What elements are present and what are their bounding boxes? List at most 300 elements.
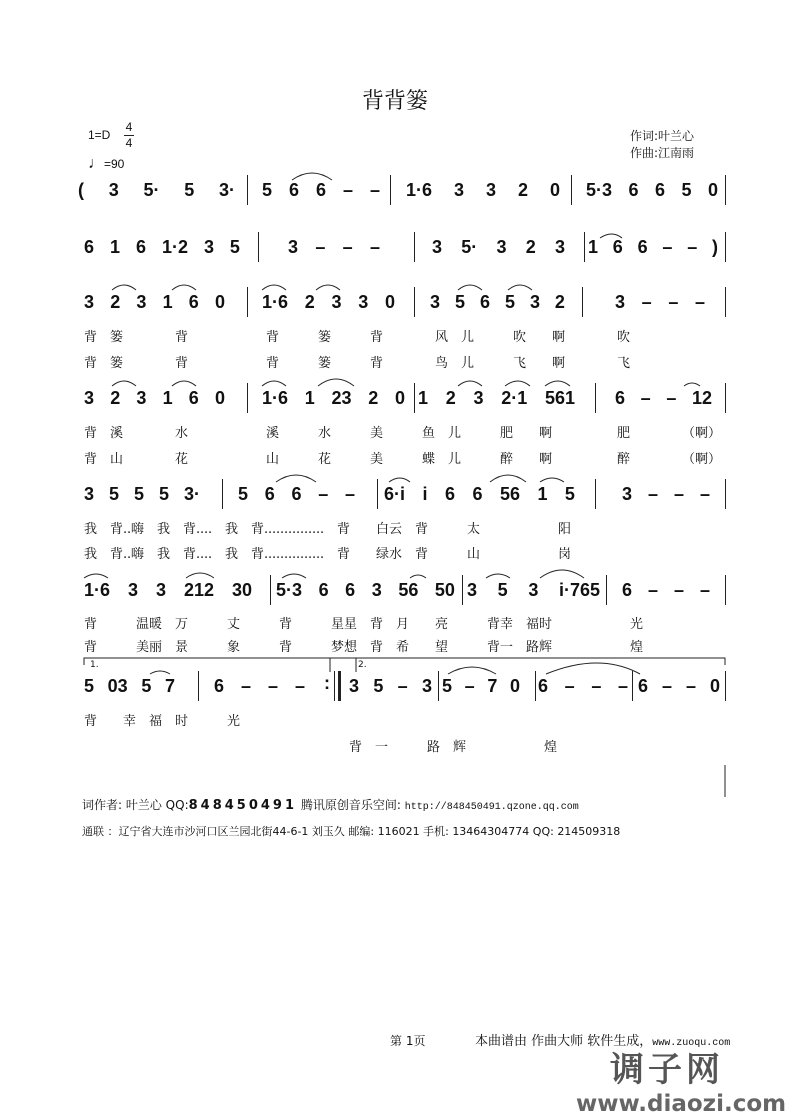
lyric-char: 肥 xyxy=(500,426,514,441)
lyric-char: 路 xyxy=(526,640,540,655)
note: 6 xyxy=(214,675,225,696)
lyric-char: ） xyxy=(708,426,722,441)
slur xyxy=(318,379,354,386)
lyric-char: （ xyxy=(682,426,696,441)
lyric-char: 背 xyxy=(110,522,124,537)
note: 3 xyxy=(155,579,166,600)
footer-space-url[interactable]: http://848450491.qzone.qq.com xyxy=(404,802,579,813)
note: 1 xyxy=(418,387,429,408)
lyric-char: 丽 xyxy=(149,640,163,655)
slur xyxy=(172,285,196,290)
lyric-char: 时 xyxy=(175,714,189,729)
lyric-char: . xyxy=(304,547,309,562)
lyric-char: 背 xyxy=(370,330,384,345)
lyric-char: . xyxy=(304,522,309,537)
note: 0 xyxy=(709,675,720,696)
note: – xyxy=(662,236,673,257)
lyric-char: 吹 xyxy=(513,330,527,345)
note: 3 xyxy=(421,675,432,696)
lyric-char: 我 xyxy=(84,547,98,562)
lyric-char: 啊 xyxy=(552,330,566,345)
note: – xyxy=(591,675,602,696)
note: – xyxy=(673,579,684,600)
lyric-char: 背 xyxy=(84,640,98,655)
lyric-char: 幸 xyxy=(500,617,514,632)
note: 2 xyxy=(525,236,536,257)
note: – xyxy=(685,675,696,696)
lyric-char: 背 xyxy=(84,617,98,632)
lyric-char: 暖 xyxy=(149,617,163,632)
lyric-char: 梦 xyxy=(331,640,345,655)
lyric-char: 背 xyxy=(279,617,293,632)
note: 0 xyxy=(394,387,405,408)
lyric-char: . xyxy=(272,547,277,562)
note: ( xyxy=(78,179,84,200)
lyric-char: . xyxy=(123,522,128,537)
lyric-char: 背 xyxy=(84,452,98,467)
note: 212 xyxy=(183,579,214,600)
lyric-char: 背 xyxy=(415,547,429,562)
lyric-char: 啊 xyxy=(552,356,566,371)
lyric-char: 一 xyxy=(375,740,389,755)
lyric-char: 岗 xyxy=(558,547,572,562)
lyric-char: 云 xyxy=(389,522,403,537)
note: – xyxy=(342,179,353,200)
note: 2 xyxy=(110,387,121,408)
lyric-char: 篓 xyxy=(318,356,332,371)
note: 1·2 xyxy=(161,236,188,257)
note: 3 xyxy=(430,291,441,312)
lyric-char: 福 xyxy=(526,617,540,632)
lyric-char: 星 xyxy=(344,617,358,632)
lyric-char: （ xyxy=(682,452,696,467)
note: 56 xyxy=(398,579,419,600)
note: 0 xyxy=(549,179,560,200)
slur xyxy=(262,285,286,290)
lyric-char: . xyxy=(272,522,277,537)
note: 5 xyxy=(158,483,169,504)
note: 1·6 xyxy=(262,291,289,312)
lyric-char: 山 xyxy=(266,452,280,467)
lyric-char: . xyxy=(127,547,132,562)
lyric-char: 啊 xyxy=(539,452,553,467)
note: 0 xyxy=(509,675,520,696)
lyric-char: . xyxy=(208,547,213,562)
note: 5 xyxy=(504,291,515,312)
lyric-char: . xyxy=(300,522,305,537)
note: 1 xyxy=(162,291,173,312)
watermark-url: www.diaozi.com xyxy=(576,1091,787,1117)
lyric-char: 风 xyxy=(435,330,449,345)
lyric-char: 醉 xyxy=(617,452,631,467)
note: 3 xyxy=(84,387,95,408)
note: – xyxy=(464,675,475,696)
note: 7 xyxy=(164,675,175,696)
lyric-char: 万 xyxy=(175,617,189,632)
lyric-char: . xyxy=(200,522,205,537)
note: 03 xyxy=(107,675,128,696)
lyric-char: . xyxy=(308,547,313,562)
key-signature: 1=D xyxy=(88,128,111,142)
note: 5 xyxy=(681,179,692,200)
lyric-char: . xyxy=(288,547,293,562)
lyric-char: 望 xyxy=(435,640,449,655)
lyric-char: 背 xyxy=(266,330,280,345)
note: 3· xyxy=(183,483,200,504)
lyric-char: . xyxy=(204,547,209,562)
lyric-char: . xyxy=(296,547,301,562)
note: 7 xyxy=(487,675,498,696)
lyric-char: 福 xyxy=(149,714,163,729)
lyric-char: . xyxy=(296,522,301,537)
lyric-char: 想 xyxy=(344,640,358,655)
note: – xyxy=(342,236,353,257)
note: – xyxy=(344,483,355,504)
note: 0 xyxy=(214,291,225,312)
slur xyxy=(540,478,564,482)
lyric-char: 花 xyxy=(318,452,332,467)
tempo-value: =90 xyxy=(104,157,125,171)
quarter-note-icon: ♩ xyxy=(88,155,104,172)
note: 6 xyxy=(637,236,648,257)
slur xyxy=(282,574,306,578)
note: 23 xyxy=(331,387,352,408)
lyric-char: 希 xyxy=(396,640,410,655)
note: 5 xyxy=(184,179,195,200)
note: – xyxy=(687,236,698,257)
slur xyxy=(490,475,526,482)
lyric-char: . xyxy=(123,547,128,562)
note: 3 xyxy=(554,236,565,257)
note: 6 xyxy=(538,675,549,696)
lyric-char: 背 xyxy=(415,522,429,537)
lyric-char: . xyxy=(264,547,269,562)
lyric-char: 背 xyxy=(183,547,197,562)
lyric-char: 星 xyxy=(331,617,345,632)
note: – xyxy=(699,579,710,600)
song-title: 背背篓 xyxy=(361,89,428,114)
lyric-char: 啊 xyxy=(695,452,709,467)
note: 3 xyxy=(136,291,147,312)
slur xyxy=(458,381,482,386)
lyric-char: 水 xyxy=(175,426,189,441)
slur xyxy=(150,671,170,674)
slur xyxy=(172,381,196,386)
lyric-char: 背 xyxy=(175,356,189,371)
note: 6 xyxy=(264,483,275,504)
lyric-char: 飞 xyxy=(513,356,527,371)
footer-qq: 848450491 xyxy=(188,798,298,813)
note: 1·6 xyxy=(84,579,111,600)
lyric-char: . xyxy=(196,547,201,562)
note: 6 xyxy=(654,179,665,200)
lyric-char: . xyxy=(292,522,297,537)
note: ) xyxy=(711,236,718,257)
note: 2 xyxy=(110,291,121,312)
footer-lyricist: 词作者: 叶兰心 QQ: xyxy=(82,798,189,812)
note: 5 xyxy=(262,179,273,200)
note: – xyxy=(668,291,679,312)
lyric-char: 背 xyxy=(84,330,98,345)
lyric-char: . xyxy=(268,522,273,537)
generated-url[interactable]: www.zuoqu.com xyxy=(652,1038,731,1049)
lyric-char: 背 xyxy=(84,356,98,371)
lyric-char: . xyxy=(276,547,281,562)
lyric-char: . xyxy=(312,522,317,537)
lyric-char: . xyxy=(320,522,325,537)
time-signature-top: 4 xyxy=(125,120,133,134)
lyric-char: 路 xyxy=(427,740,441,755)
note: – xyxy=(617,675,628,696)
note: 6 xyxy=(291,483,302,504)
footer-space-label: 腾讯原创音乐空间: xyxy=(297,798,405,812)
lyric-char: . xyxy=(196,522,201,537)
slur xyxy=(600,234,622,238)
time-signature-bottom: 4 xyxy=(125,136,133,150)
lyric-char: 醉 xyxy=(500,452,514,467)
note: 6 xyxy=(479,291,490,312)
lyric-char: . xyxy=(308,522,313,537)
lyric-char: 儿 xyxy=(448,452,462,467)
generated-by-text: 本曲谱由 作曲大师 软件生成， xyxy=(475,1034,653,1049)
note: 2 xyxy=(445,387,456,408)
slur xyxy=(410,575,426,578)
volta-second: 2. xyxy=(358,660,367,670)
note: 6·i xyxy=(384,483,406,504)
lyric-char: . xyxy=(208,522,213,537)
lyric-char: 背 xyxy=(279,640,293,655)
lyric-char: 幸 xyxy=(123,714,137,729)
lyric-char: . xyxy=(204,522,209,537)
lyric-char: 美 xyxy=(370,426,384,441)
lyric-char: 背 xyxy=(266,356,280,371)
lyric-char: 光 xyxy=(227,714,241,729)
lyric-char: . xyxy=(316,522,321,537)
lyric-char: 溪 xyxy=(110,426,124,441)
note: 5 xyxy=(84,675,95,696)
lyric-char: 蝶 xyxy=(422,452,436,467)
lyric-char: 鱼 xyxy=(422,426,436,441)
note: – xyxy=(240,675,251,696)
note: 3 xyxy=(432,236,443,257)
note: 5· xyxy=(143,179,160,200)
lyric-char: 背 xyxy=(84,426,98,441)
note: 3 xyxy=(203,236,214,257)
lyric-char: 篓 xyxy=(318,330,332,345)
note: 30 xyxy=(231,579,252,600)
lyric-char: 我 xyxy=(157,522,171,537)
note: – xyxy=(641,291,652,312)
lyric-char: 背 xyxy=(487,617,501,632)
note: 6 xyxy=(318,579,329,600)
slur xyxy=(292,173,332,180)
slur xyxy=(84,574,108,578)
note: 6 xyxy=(345,579,356,600)
note: 3 xyxy=(331,291,342,312)
lyric-char: 啊 xyxy=(695,426,709,441)
note: 3 xyxy=(84,483,95,504)
lyric-char: 煌 xyxy=(630,640,644,655)
lyric-char: 背 xyxy=(337,547,351,562)
slur xyxy=(276,475,316,482)
lyric-char: 嗨 xyxy=(131,522,145,537)
lyric-char: 景 xyxy=(175,640,189,655)
lyric-char: 光 xyxy=(630,617,644,632)
note: – xyxy=(315,236,326,257)
note: 3· xyxy=(218,179,235,200)
note: 6 xyxy=(612,236,623,257)
note: i·765 xyxy=(558,579,600,600)
lyric-char: . xyxy=(300,547,305,562)
note: 3 xyxy=(288,236,299,257)
lyric-char: 月 xyxy=(396,617,410,632)
note: 5 xyxy=(564,483,575,504)
lyric-char: . xyxy=(292,547,297,562)
composer-credit: 作曲:江南雨 xyxy=(630,146,695,160)
note: 5 xyxy=(133,483,144,504)
slur xyxy=(316,285,340,290)
lyric-char: 水 xyxy=(389,547,403,562)
watermark-logo: 调子网 xyxy=(610,1050,724,1090)
slur xyxy=(545,381,570,386)
note: – xyxy=(694,291,705,312)
note: 5·3 xyxy=(276,579,303,600)
note: 2 xyxy=(517,179,528,200)
lyric-char: 一 xyxy=(500,640,514,655)
lyric-char: 背 xyxy=(487,640,501,655)
note: 5 xyxy=(108,483,119,504)
lyric-char: 背 xyxy=(251,522,265,537)
lyric-char: 肥 xyxy=(617,426,631,441)
note: 2·1 xyxy=(501,387,528,408)
note: – xyxy=(564,675,575,696)
page-number: 第 1页 xyxy=(390,1034,426,1048)
note: 3 xyxy=(136,387,147,408)
lyric-char: . xyxy=(312,547,317,562)
lyric-char: 飞 xyxy=(617,356,631,371)
note: – xyxy=(647,579,658,600)
note: 6 xyxy=(315,179,326,200)
slur xyxy=(112,285,136,290)
lyric-char: . xyxy=(200,547,205,562)
lyric-char: 山 xyxy=(467,547,481,562)
slur xyxy=(684,383,700,386)
note: 3 xyxy=(127,579,138,600)
note: 6 xyxy=(188,387,199,408)
note: 3 xyxy=(467,579,478,600)
note: 5 xyxy=(229,236,240,257)
note: 5 xyxy=(442,675,453,696)
lyric-char: 辉 xyxy=(453,740,467,755)
lyric-char: 啊 xyxy=(539,426,553,441)
note: 5 xyxy=(141,675,152,696)
lyric-char: 阳 xyxy=(558,522,572,537)
note: 3 xyxy=(108,179,119,200)
note: 1 xyxy=(588,236,599,257)
lyric-char: 象 xyxy=(227,640,241,655)
lyric-char: 太 xyxy=(467,522,481,537)
lyric-char: 煌 xyxy=(544,740,558,755)
lyric-char: . xyxy=(264,522,269,537)
lyric-char: 亮 xyxy=(435,617,449,632)
note: 6 xyxy=(615,387,626,408)
note: – xyxy=(369,179,380,200)
lyric-char: 我 xyxy=(84,522,98,537)
lyric-char: 花 xyxy=(175,452,189,467)
slur xyxy=(112,381,136,386)
note: i xyxy=(422,483,428,504)
slur xyxy=(262,381,286,386)
slur xyxy=(186,573,214,578)
note: 5 xyxy=(238,483,249,504)
note: 3 xyxy=(529,291,540,312)
note: 1 xyxy=(304,387,315,408)
lyric-char: 时 xyxy=(539,617,553,632)
note: 5 xyxy=(497,579,508,600)
lyric-char: 温 xyxy=(136,617,150,632)
note: 3 xyxy=(349,675,360,696)
note: 12 xyxy=(691,387,712,408)
note: 6 xyxy=(84,236,95,257)
note: 2 xyxy=(554,291,565,312)
lyric-char: 山 xyxy=(110,452,124,467)
lyric-char: 背 xyxy=(370,617,384,632)
lyric-char: . xyxy=(127,522,132,537)
note: 3 xyxy=(496,236,507,257)
note: – xyxy=(640,387,651,408)
note: 1·6 xyxy=(406,179,433,200)
lyric-char: . xyxy=(280,547,285,562)
lyric-char: 美 xyxy=(136,640,150,655)
note: 3 xyxy=(371,579,382,600)
note: 5·3 xyxy=(586,179,613,200)
note: – xyxy=(673,483,684,504)
note: 1 xyxy=(162,387,173,408)
lyric-char: . xyxy=(276,522,281,537)
note: 5 xyxy=(454,291,465,312)
note: 6 xyxy=(444,483,455,504)
lyric-char: . xyxy=(268,547,273,562)
note: 5 xyxy=(373,675,384,696)
note: 1 xyxy=(109,236,120,257)
note: 561 xyxy=(544,387,575,408)
lyric-char: 儿 xyxy=(448,426,462,441)
note: 3 xyxy=(473,387,484,408)
lyric-char: 儿 xyxy=(461,330,475,345)
lyric-char: 背 xyxy=(84,714,98,729)
lyricist-credit: 作词:叶兰心 xyxy=(630,129,695,143)
lyric-char: 篓 xyxy=(110,356,124,371)
lyric-char: 我 xyxy=(225,522,239,537)
note: 0 xyxy=(384,291,395,312)
lyric-char: 背 xyxy=(370,640,384,655)
note: 6 xyxy=(188,291,199,312)
lyric-char: 儿 xyxy=(461,356,475,371)
lyric-char: 我 xyxy=(157,547,171,562)
note: – xyxy=(369,236,380,257)
note: 3 xyxy=(453,179,464,200)
lyric-char: ） xyxy=(708,452,722,467)
note: 6 xyxy=(288,179,299,200)
lyric-char: . xyxy=(320,547,325,562)
repeat-sign: : xyxy=(324,673,330,693)
note: 1·6 xyxy=(262,387,289,408)
note: 3 xyxy=(615,291,626,312)
note: 3 xyxy=(485,179,496,200)
slur xyxy=(486,574,510,578)
lyric-char: . xyxy=(288,522,293,537)
slur xyxy=(508,285,532,290)
